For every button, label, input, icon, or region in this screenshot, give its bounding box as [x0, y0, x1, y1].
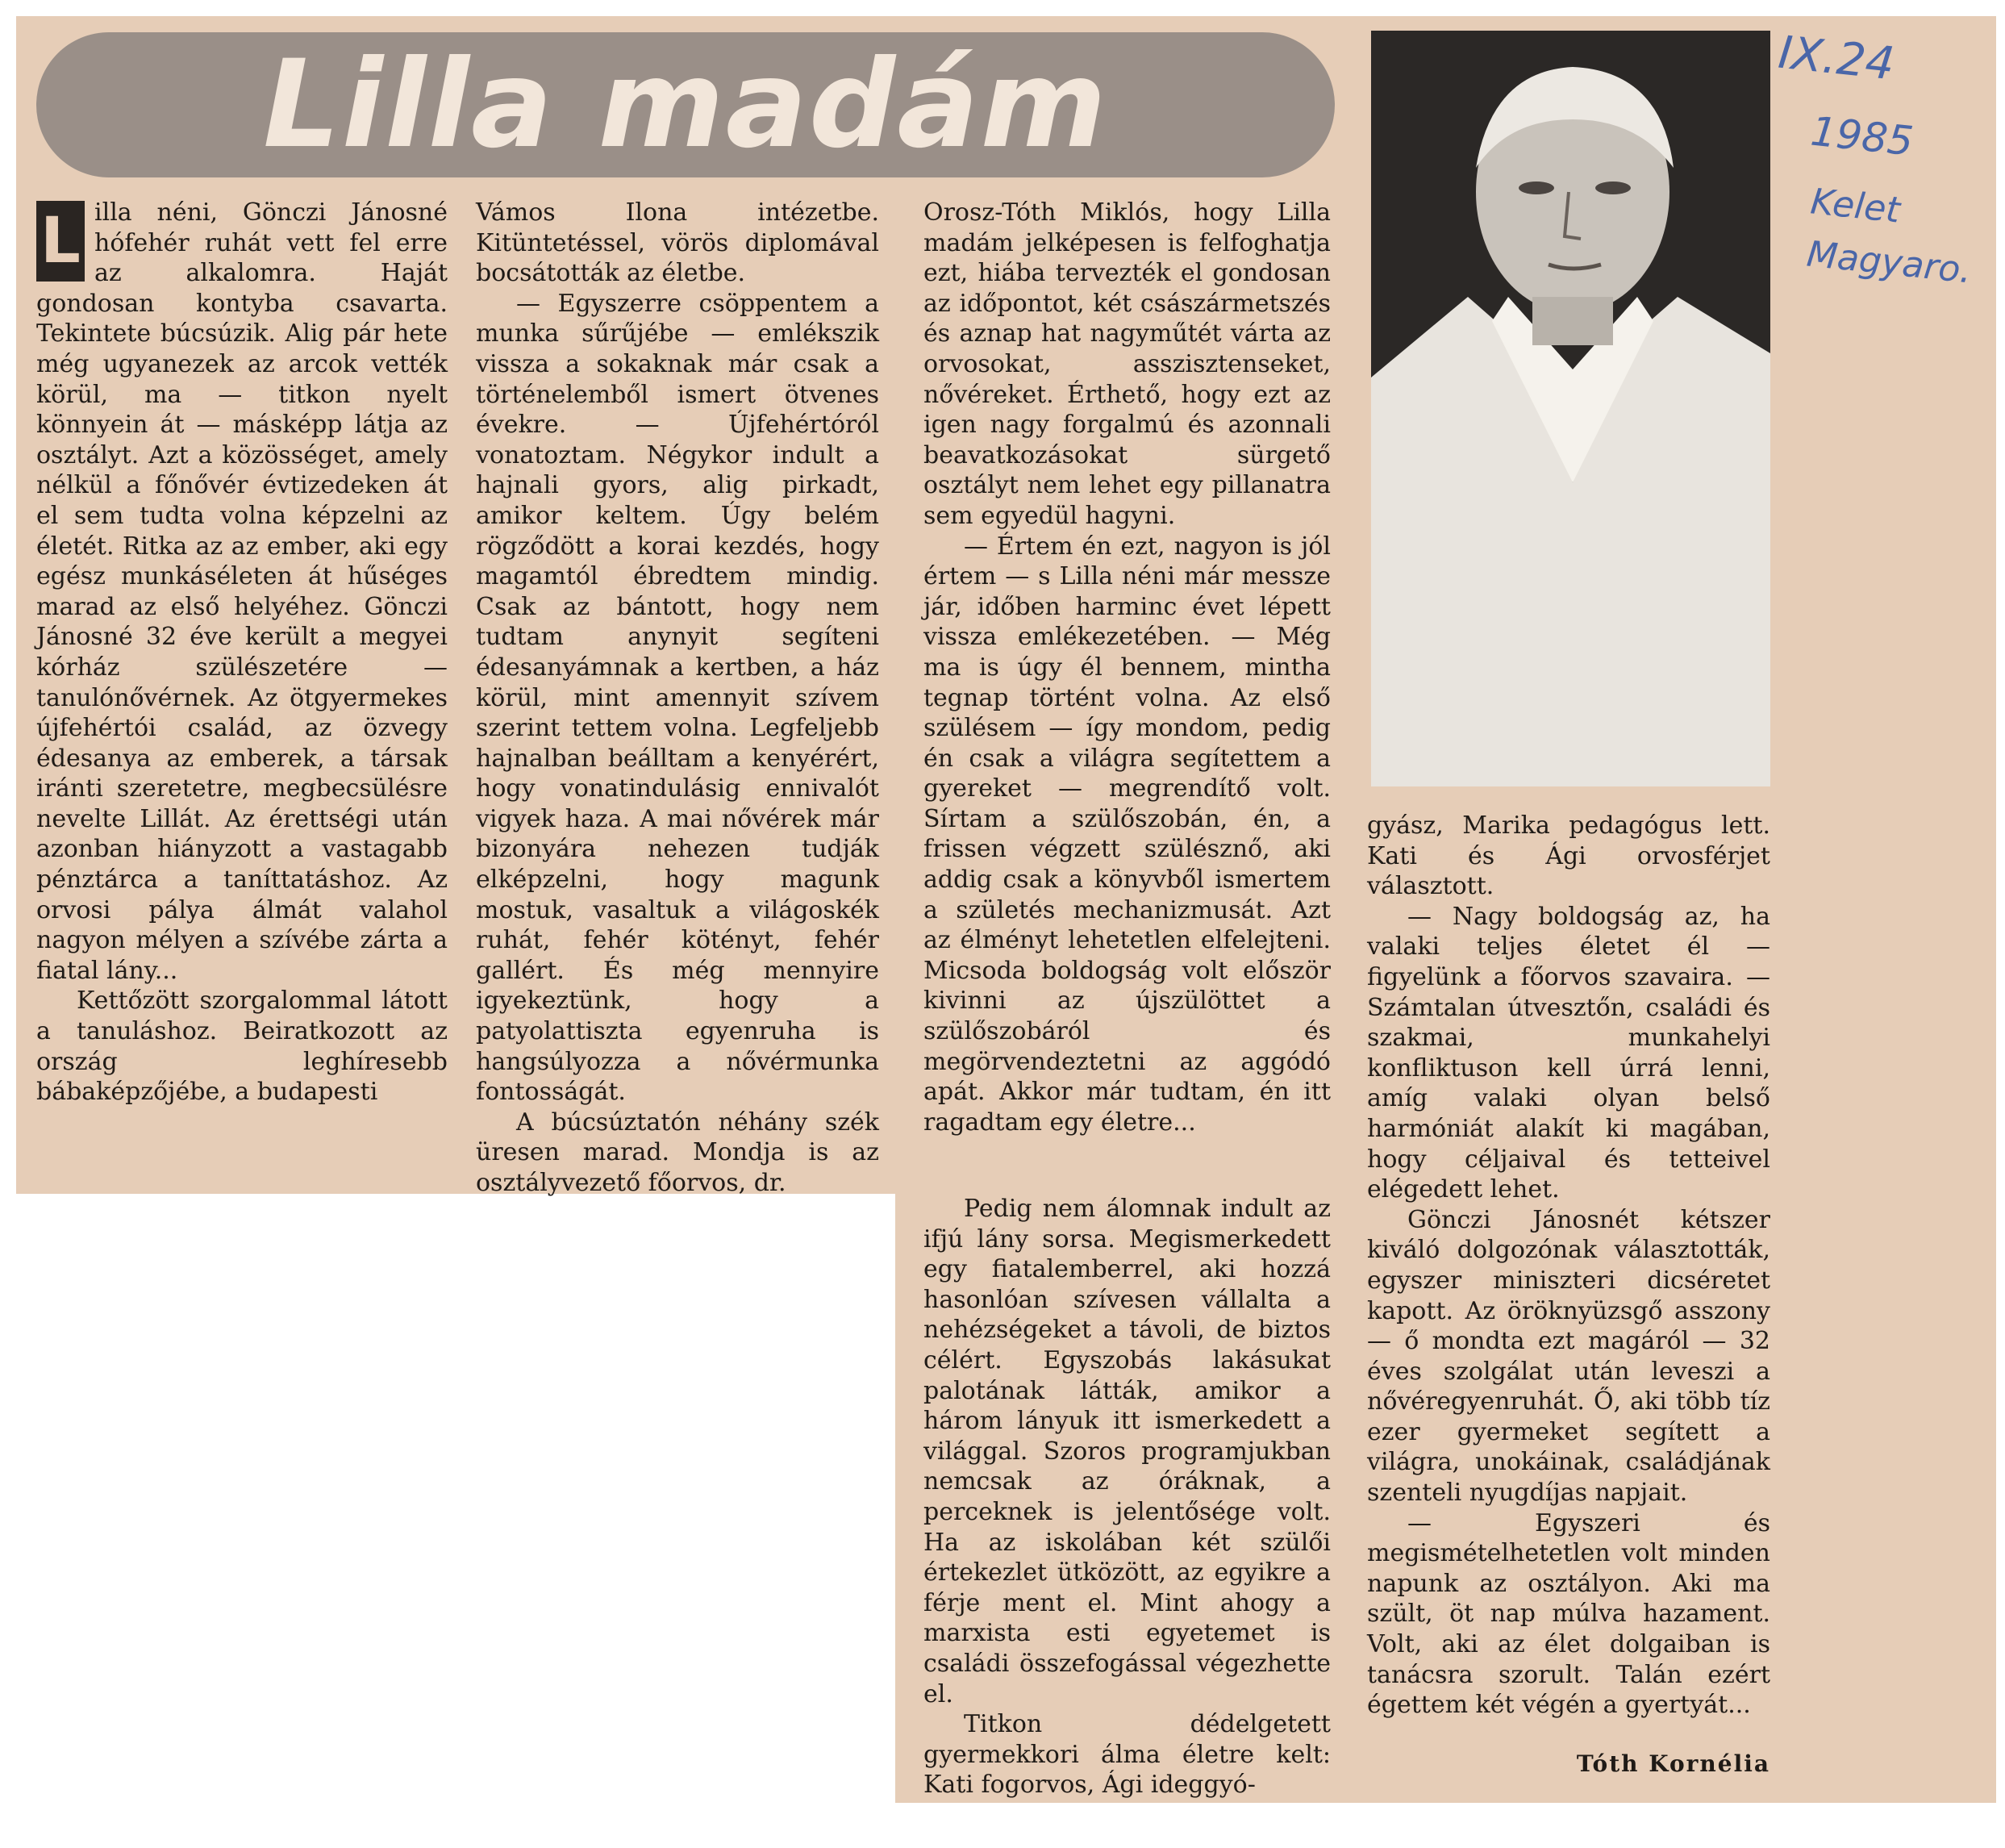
portrait-photo [1371, 31, 1770, 786]
portrait-image [1371, 31, 1770, 786]
column-1 [36, 198, 448, 1108]
handwritten-year: 1985 [1808, 107, 1915, 165]
paragraph-13: — Egyszeri és megismételhetetlen volt minden napunk az osztályon. Aki ma szült, öt nap múlva hazament. Volt, aki az élet dolgaiban is tanácsra szorult. Talán ezért égettem két végén a gyertyát... [1367, 1508, 1770, 1720]
paragraph-7: — Értem én ezt, nagyon is jól értem — s Lilla néni már messze jár, időben harminc évet lépett vissza emlékezetében. — Még ma is úgy él bennem, mintha tegnap történt volna. Az első szülésem — így mondom, pedig én csak a világra segítettem a gyereket — megrendítő volt. Sírtam a szülőszobán, én, a frissen végzett szülésznő, aki addig csak a könyvből ismertem a születés mechanizmusát. Azt az élményt lehetetlen elfelejteni. Micsoda boldogság volt először kivinni az újszülöttet a szülőszobáról és megörvendeztetni az aggódó apát. Akkor már tudtam, én itt ragadtam egy életre... [923, 532, 1331, 1137]
handwritten-source-1: Kelet [1808, 181, 1903, 232]
paragraph-3: Vámos Ilona intézetbe. Kitüntetéssel, vörös diplomával bocsátották az életbe. [476, 198, 879, 288]
handwritten-date: IX.24 [1775, 26, 1897, 91]
drop-cap: L [36, 201, 85, 282]
paragraph-4: — Egyszerre csöppentem a munka sűrűjébe — emlékszik vissza a sokaknak már csak a történelemből ismert ötvenes évekre. — Újfehértóról vonatoztam. Négykor indult a hajnali gyors, alig pirkadt, amikor keltem. Úgy belém rögződött a korai kezdés, hogy magamtól ébredtem mindig. Csak az bántott, hogy nem tudtam anynyit segíteni édesanyámnak a kertben, a ház körül, mint amennyit szívem szerint tettem volna. Legfeljebb hajnalban beálltam a kenyérért, hogy vonatindulásig ennivalót vigyek haza. A mai nővérek már bizonyára nehezen tudják elképzelni, hogy magunk mostuk, vasaltuk a világoskék ruhát, fehér kötényt, fehér gallért. És még mennyire igyekeztünk, hogy a patyolattiszta egyenruha is hangsúlyozza a nővérmunka fontosságát. [476, 289, 879, 1107]
paragraph-10: gyász, Marika pedagógus lett. Kati és Ági orvosférjet választott. [1367, 811, 1770, 901]
headline-banner [36, 32, 1335, 177]
column-3-top [923, 198, 1331, 1137]
headline: Lilla madám [263, 35, 1108, 175]
handwritten-source-2: Magyaro. [1804, 233, 1974, 292]
column-3-bottom [923, 1194, 1331, 1800]
paragraph-11: — Nagy boldogság az, ha valaki teljes életet él — figyelünk a főorvos szavaira. — Számtalan útvesztőn, családi és szakmai, munkahelyi konfliktuson kell úrrá lenni, amíg valaki olyan belső harmóniát alakít ki magában, hogy céljaival és tetteivel elégedett lehet. [1367, 902, 1770, 1204]
column-4 [1367, 811, 1770, 1721]
column-2 [476, 198, 879, 1199]
paragraph-1: L illa néni, Gönczi Jánosné hófehér ruhát vett fel erre az alkalomra. Haját gondosan kontyba csavarta. Tekintete búcsúzik. Alig pár hete még ugyanezek az arcok vették körül, ma — titkon nyelt könnyein át — másképp látja az osztályt. Azt a közösséget, amely nélkül a főnővér évtizedeken át el sem tudta volna képzelni az életét. Ritka az az ember, aki egy egész munkáséleten át hűséges marad az első helyéhez. Gönczi Jánosné 32 éve került a megyei kórház szülészetére — tanulónővérnek. Az ötgyermekes újfehértói család, az özvegy édesanya az emberek, a társak iránti szeretetre, megbecsülésre nevelte Lillát. Az érettségi után azonban hiányzott a vastagabb pénztárca a taníttatáshoz. Az orvosi pálya álmát valahol nagyon mélyen a szívébe zárta a fiatal lány... [36, 198, 448, 985]
paragraph-12: Gönczi Jánosnét kétszer kiváló dolgozónak választották, egyszer miniszteri dicséretet kapott. Az öröknyüzsgő asszony — ő mondta ezt magáról — 32 éves szolgálat után leveszi a nővéregyenruhát. Ő, aki több tíz ezer gyermeket segített a világra, unokáinak, családjának szenteli nyugdíjas napjait. [1367, 1205, 1770, 1508]
author-byline: Tóth Kornélia [1576, 1750, 1770, 1777]
paragraph-8: Pedig nem álomnak indult az ifjú lány sorsa. Megismerkedett egy fiatalemberrel, aki hozzá hasonlóan szívesen vállalta a nehézségeket a távoli, de biztos célért. Egyszobás lakásukat palotának látták, amikor a három lányuk itt ismerkedett a világgal. Szoros programjukban nemcsak az óráknak, a perceknek is jelentősége volt. Ha az iskolában két szülői értekezlet ütközött, az egyikre a férje ment el. Mint ahogy a marxista esti egyetemet is családi összefogással végezhette el. [923, 1195, 1331, 1708]
paragraph-9: Titkon dédelgetett gyermekkori álma életre kelt: Kati fogorvos, Ági ideggyó- [923, 1710, 1331, 1800]
paragraph-5: A búcsúztatón néhány szék üresen marad. Mondja is az osztályvezető főorvos, dr. [476, 1108, 879, 1197]
paragraph-6: Orosz-Tóth Miklós, hogy Lilla madám jelképesen is felfoghatja ezt, hiába tervezték el gondosan az időpontot, két császármetszés és aznap hat nagyműtét várta az orvosokat, asszisztenseket, nővéreket. Érthető, hogy ezt az igen nagy forgalmú és azonnali beavatkozásokat sürgető osztályt nem lehet egy pillanatra sem egyedül hagyni. [923, 198, 1331, 530]
paragraph-2: Kettőzött szorgalommal látott a tanuláshoz. Beiratkozott az ország leghíresebb bábaképzőjébe, a budapesti [36, 987, 448, 1107]
